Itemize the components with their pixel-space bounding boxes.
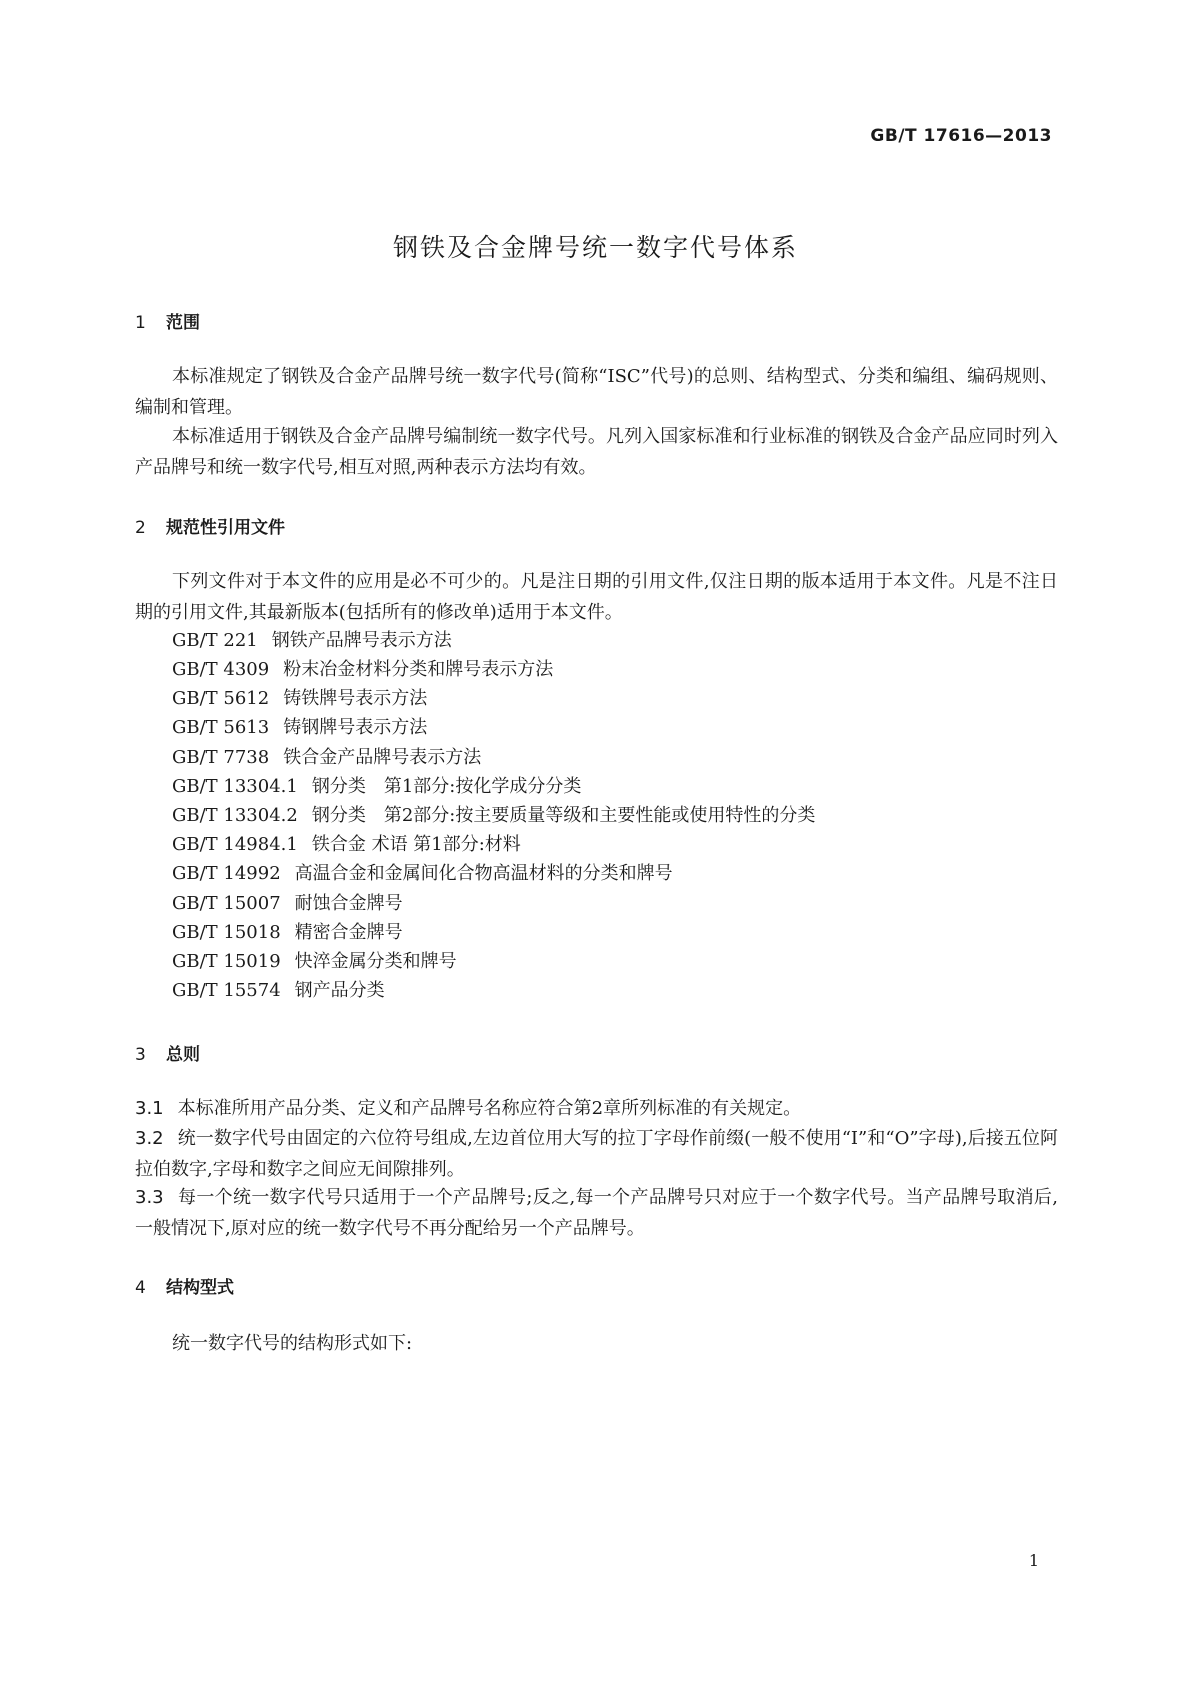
reference-title: 快淬金属分类和牌号 [294, 951, 457, 972]
reference-title: 耐蚀合金牌号 [294, 893, 403, 914]
reference-title: 钢分类 第1部分:按化学成分分类 [311, 776, 582, 797]
clause-number: 3.1 [135, 1098, 164, 1119]
reference-title: 粉末冶金材料分类和牌号表示方法 [283, 659, 554, 680]
reference-code: GB/T 4309 [172, 659, 270, 680]
reference-item [172, 771, 581, 802]
reference-title: 铁合金 术语 第1部分:材料 [311, 834, 521, 855]
reference-code: GB/T 5613 [172, 717, 270, 738]
section-heading-normative-references [135, 513, 285, 538]
paragraph: 本标准适用于钢铁及合金产品牌号编制统一数字代号。凡列入国家标准和行业标准的钢铁及合金产品应同时列入产品牌号和统一数字代号,相互对照,两种表示方法均有效。 [135, 426, 1058, 478]
reference-title: 铸铁牌号表示方法 [283, 688, 428, 709]
reference-code: GB/T 13304.2 [172, 805, 298, 826]
section-title: 结构型式 [166, 1278, 234, 1298]
section-title: 范围 [166, 313, 200, 333]
clause-text: 每一个统一数字代号只适用于一个产品牌号;反之,每一个产品牌号只对应于一个数字代号。当产品牌号取消后,一般情况下,原对应的统一数字代号不再分配给另一个产品牌号。 [135, 1187, 1058, 1239]
section-heading-structure [135, 1273, 234, 1298]
reference-code: GB/T 15019 [172, 951, 281, 972]
section-number: 2 [135, 518, 146, 538]
reference-item [172, 975, 385, 1006]
reference-title: 钢铁产品牌号表示方法 [271, 630, 452, 651]
reference-item [172, 625, 452, 656]
clause [135, 1093, 1058, 1124]
reference-code: GB/T 15007 [172, 893, 281, 914]
reference-item [172, 888, 403, 919]
section-number: 3 [135, 1045, 146, 1065]
reference-title: 高温合金和金属间化合物高温材料的分类和牌号 [294, 863, 673, 884]
reference-code: GB/T 221 [172, 630, 258, 651]
reference-item [172, 654, 553, 685]
section-title: 规范性引用文件 [166, 518, 285, 538]
paragraph: 本标准规定了钢铁及合金产品牌号统一数字代号(简称“ISC”代号)的总则、结构型式、分类和编组、编码规则、编制和管理。 [135, 366, 1058, 418]
reference-code: GB/T 15574 [172, 980, 281, 1001]
clause-number: 3.2 [135, 1128, 164, 1149]
clause [135, 1123, 1058, 1185]
reference-code: GB/T 13304.1 [172, 776, 298, 797]
standard-number: GB/T 17616—2013 [870, 126, 1052, 146]
page-number: 1 [1028, 1551, 1039, 1570]
clause-number: 3.3 [135, 1187, 164, 1208]
reference-title: 钢分类 第2部分:按主要质量等级和主要性能或使用特性的分类 [311, 805, 816, 826]
reference-title: 钢产品分类 [294, 980, 385, 1001]
reference-title: 精密合金牌号 [294, 922, 403, 943]
section-heading-general [135, 1040, 200, 1065]
document-title: 钢铁及合金牌号统一数字代号体系 [392, 233, 798, 262]
reference-item [172, 683, 427, 714]
reference-item [172, 946, 457, 977]
clause-text: 统一数字代号由固定的六位符号组成,左边首位用大写的拉丁字母作前缀(一般不使用“I”和“O”字母),后接五位阿拉伯数字,字母和数字之间应无间隙排列。 [135, 1128, 1058, 1180]
reference-title: 铁合金产品牌号表示方法 [283, 747, 482, 768]
reference-item [172, 858, 673, 889]
reference-code: GB/T 5612 [172, 688, 270, 709]
reference-code: GB/T 15018 [172, 922, 281, 943]
reference-code: GB/T 14984.1 [172, 834, 298, 855]
section-number: 1 [135, 313, 146, 333]
paragraph: 统一数字代号的结构形式如下: [172, 1333, 413, 1354]
reference-item [172, 712, 427, 743]
clause-text: 本标准所用产品分类、定义和产品牌号名称应符合第2章所列标准的有关规定。 [177, 1098, 802, 1119]
reference-code: GB/T 7738 [172, 747, 270, 768]
section-number: 4 [135, 1278, 146, 1298]
reference-item [172, 829, 521, 860]
reference-item [172, 800, 815, 831]
paragraph: 下列文件对于本文件的应用是必不可少的。凡是注日期的引用文件,仅注日期的版本适用于本文件。凡是不注日期的引用文件,其最新版本(包括所有的修改单)适用于本文件。 [135, 571, 1058, 623]
section-title: 总则 [166, 1045, 200, 1065]
clause [135, 1182, 1058, 1244]
reference-title: 铸钢牌号表示方法 [283, 717, 428, 738]
reference-item [172, 742, 481, 773]
section-heading-scope [135, 308, 200, 333]
reference-code: GB/T 14992 [172, 863, 281, 884]
reference-item [172, 917, 403, 948]
